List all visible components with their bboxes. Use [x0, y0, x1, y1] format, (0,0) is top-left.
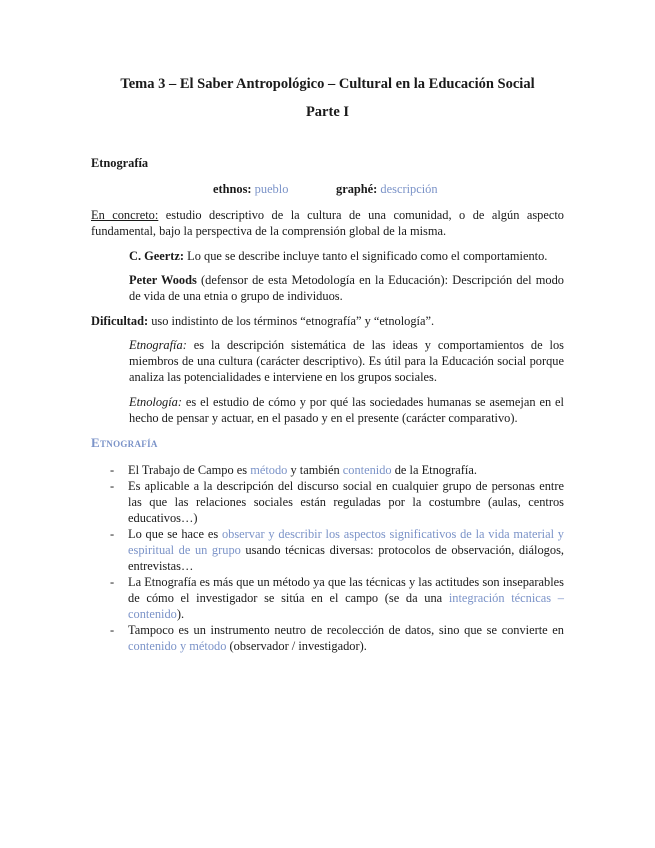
etnografia-heading: Etnografía: [91, 156, 149, 170]
etnografia-list-heading: Etnografía: [91, 435, 158, 450]
list-item: [128, 462, 564, 478]
woods-paragraph: [129, 272, 564, 304]
bullet-dash: -: [110, 575, 115, 589]
list-item-text: Tampoco es un instrumento neutro de recolección de datos, sino que se convierte en: [128, 623, 564, 637]
bullet-dash: -: [110, 479, 115, 493]
ethnos-label: ethnos:: [213, 182, 252, 196]
document-subtitle: Parte I: [305, 104, 350, 120]
document-title: Tema 3 – El Saber Antropológico – Cultural en la Educación Social: [120, 76, 535, 92]
list-item-highlight: observar y describir los aspectos significativos de la vida material y espiritual de un grupo: [128, 527, 565, 557]
list-item-text: (observador / investigador).: [226, 639, 367, 653]
graphe-value: descripción: [380, 182, 438, 196]
list-item-text: usando técnicas diversas: protocolos de observación, diálogos, entrevistas…: [128, 543, 564, 573]
list-item-text: Es aplicable a la descripción del discurso social en cualquier grupo de personas entre las que las relaciones sociales están reguladas por la costumbre (aulas, centros educativos…): [128, 479, 564, 525]
etnologia-definition-paragraph: [129, 394, 564, 426]
dificultad-paragraph: [91, 313, 564, 329]
bullet-dash: -: [110, 527, 115, 541]
etnografia-def: es la descripción sistemática de las ideas y comportamientos de los miembros de una cultura (carácter descriptivo). Es útil para la Educación social porque analiza las potencialidades e interviene en los grupos sociales.: [129, 338, 564, 384]
list-item-text: de la Etnografía.: [391, 463, 477, 477]
dificultad-text: uso indistinto de los términos “etnografía” y “etnología”.: [148, 314, 435, 328]
list-item-highlight: contenido y método: [128, 639, 227, 653]
list-item-highlight: integración técnicas – contenido: [128, 591, 564, 621]
concreto-paragraph: [91, 207, 564, 239]
list-item: [128, 526, 564, 574]
list-item-text: Lo que se hace es: [128, 527, 222, 541]
graphe-label: graphé:: [336, 182, 378, 196]
list-item-highlight: contenido: [342, 463, 392, 477]
woods-text: (defensor de esta Metodología en la Educación): Descripción del modo de vida de una etnia o grupo de individuos.: [129, 273, 564, 303]
ethnos-definition: [213, 181, 288, 197]
etnologia-def: es el estudio de cómo y por qué las sociedades humanas se asemejan en el hecho de pensar y actuar, en el pasado y en el presente (carácter comparativo).: [129, 395, 564, 425]
concreto-label: En concreto:: [91, 208, 159, 222]
geertz-paragraph: [129, 248, 564, 264]
list-item-text: La Etnografía es más que un método ya que las técnicas y las actitudes son inseparables de cómo el investigador se sitúa en el campo (se da una: [128, 575, 564, 605]
etnografia-definition-paragraph: [129, 337, 564, 385]
bullet-dash: -: [110, 463, 115, 477]
geertz-text: Lo que se describe incluye tanto el significado como el comportamiento.: [184, 249, 548, 263]
list-item: [128, 574, 564, 622]
concreto-text: estudio descriptivo de la cultura de una comunidad, o de algún aspecto fundamental, bajo la perspectiva de la comprensión global de la misma.: [91, 208, 564, 238]
etnologia-term: Etnología:: [129, 395, 182, 409]
list-item-highlight: método: [250, 463, 288, 477]
graphe-definition: [336, 181, 438, 197]
geertz-name: C. Geertz:: [129, 249, 185, 263]
woods-name: Peter Woods: [129, 273, 197, 287]
list-item-text: El Trabajo de Campo es: [128, 463, 251, 477]
etnografia-term: Etnografía:: [129, 338, 187, 352]
ethnos-value: pueblo: [254, 182, 289, 196]
list-item-text: y también: [287, 463, 343, 477]
dificultad-label: Dificultad:: [91, 314, 149, 328]
bullet-dash: -: [110, 623, 115, 637]
list-item: [128, 622, 564, 654]
list-item: [128, 478, 564, 526]
list-item-text: ).: [176, 607, 185, 621]
